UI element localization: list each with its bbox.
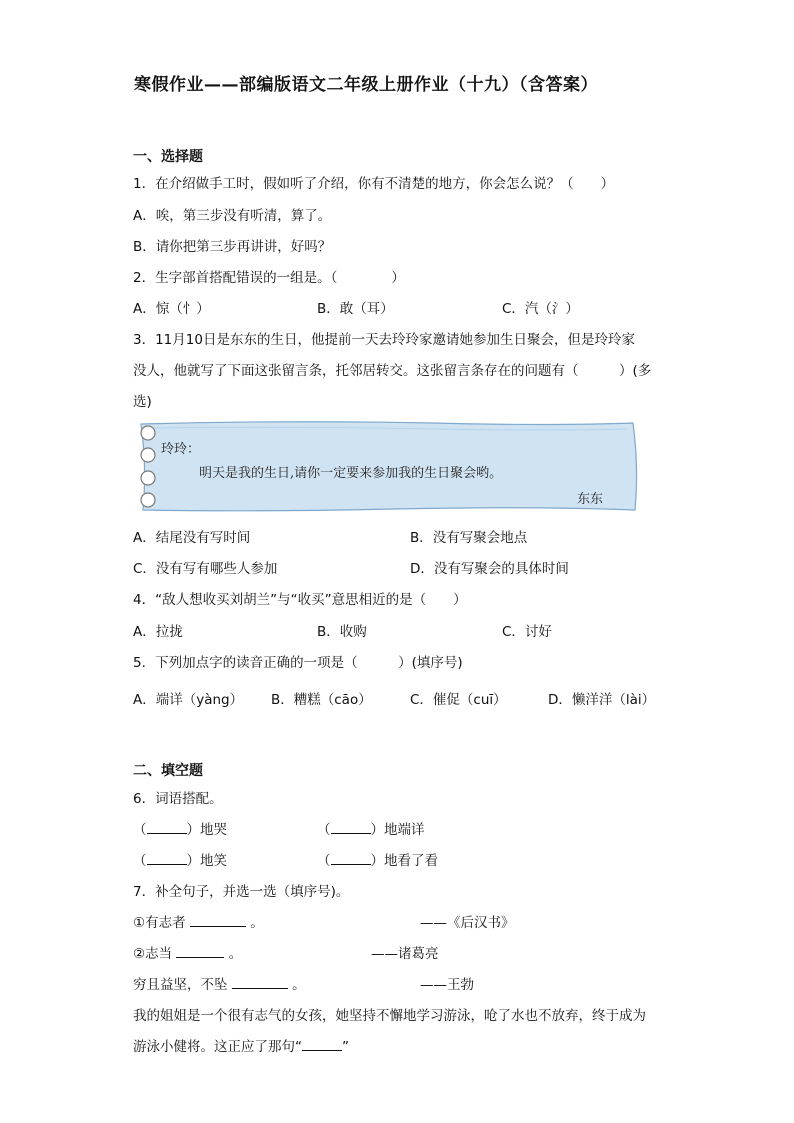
question-7-stem: 7．补全句子，并选一选（填序号)。 [133,884,350,900]
question-6-item-3: （ ）地笑 [133,853,227,869]
question-7-line-1: ①有志者 。 [133,915,264,931]
question-7-source-2: ——诸葛亮 [371,946,439,962]
question-7-paragraph-line2: 游泳小健将。这正应了那句“ ” [133,1039,349,1055]
question-6-item-2: （ ）地端详 [317,822,425,838]
question-2-option-a: A．惊（忄） [133,301,210,317]
question-5-option-d: D．懒洋洋（lài） [548,692,656,708]
question-4-option-a: A．拉拢 [133,624,183,640]
answer-blank[interactable] [176,944,224,958]
question-3-option-c: C．没有写有哪些人参加 [133,561,278,577]
answer-blank[interactable] [331,851,371,865]
note-greeting: 玲玲： [161,442,201,457]
question-3-stem-line2: 没人，他就写了下面这张留言条，托邻居转交。这张留言条存在的问题有（ ）(多 [133,363,652,379]
question-2-option-b: B．敢（耳） [317,301,394,317]
question-6-item-1: （ ）地哭 [133,822,227,838]
note-signature: 东东 [577,492,604,507]
question-4-option-b: B．收购 [317,624,367,640]
question-2-stem: 2．生字部首搭配错误的一组是。（ ） [133,270,405,286]
question-2-option-c: C．汽（氵） [502,301,579,317]
section-heading-fill: 二、填空题 [133,763,203,779]
question-7-source-1: ——《后汉书》 [420,915,515,931]
answer-blank[interactable] [190,913,246,927]
question-5-option-a: A．端详（yàng） [133,692,244,708]
question-4-stem: 4．“敌人想收买刘胡兰”与“收买”意思相近的是（ ） [133,592,467,608]
question-3-option-d: D．没有写聚会的具体时间 [410,561,569,577]
question-1-stem: 1．在介绍做手工时，假如听了介绍，你有不清楚的地方，你会怎么说？（ ） [133,176,615,192]
question-7-line-2: ②志当 。 [133,946,243,962]
message-note-card [133,420,641,514]
question-5-option-c: C．催促（cuī） [410,692,507,708]
question-5-option-b: B．糟糕（cāo） [271,692,372,708]
question-6-item-4: （ ）地看了看 [317,853,438,869]
page-title: 寒假作业——部编版语文二年级上册作业（十九）（含答案） [134,75,598,95]
question-7-line-3: 穷且益坚，不坠 。 [133,977,306,993]
answer-blank[interactable] [331,820,371,834]
question-3-stem-line3: 选) [133,394,152,410]
question-4-option-c: C．讨好 [502,624,552,640]
question-6-stem: 6．词语搭配。 [133,791,223,807]
question-3-stem-line1: 3．11月10日是东东的生日，他提前一天去玲玲家邀请她参加生日聚会，但是玲玲家 [133,332,635,348]
answer-blank[interactable] [147,851,187,865]
question-7-source-3: ——王勃 [420,977,474,993]
question-5-stem: 5．下列加点字的读音正确的一项是（ ）(填序号) [133,655,463,671]
answer-blank[interactable] [232,975,288,989]
answer-blank[interactable] [302,1037,342,1051]
question-3-option-a: A．结尾没有写时间 [133,530,251,546]
question-3-option-b: B．没有写聚会地点 [410,530,528,546]
section-heading-choice: 一、选择题 [133,149,203,165]
question-1-option-a: A．唉，第三步没有听清，算了。 [133,208,332,224]
note-body: 明天是我的生日,请你一定要来参加我的生日聚会哟。 [199,466,503,481]
question-1-option-b: B．请你把第三步再讲讲，好吗？ [133,239,332,255]
answer-blank[interactable] [147,820,187,834]
question-7-paragraph-line1: 我的姐姐是一个很有志气的女孩，她坚持不懈地学习游泳，呛了水也不放弃，终于成为 [133,1008,646,1024]
